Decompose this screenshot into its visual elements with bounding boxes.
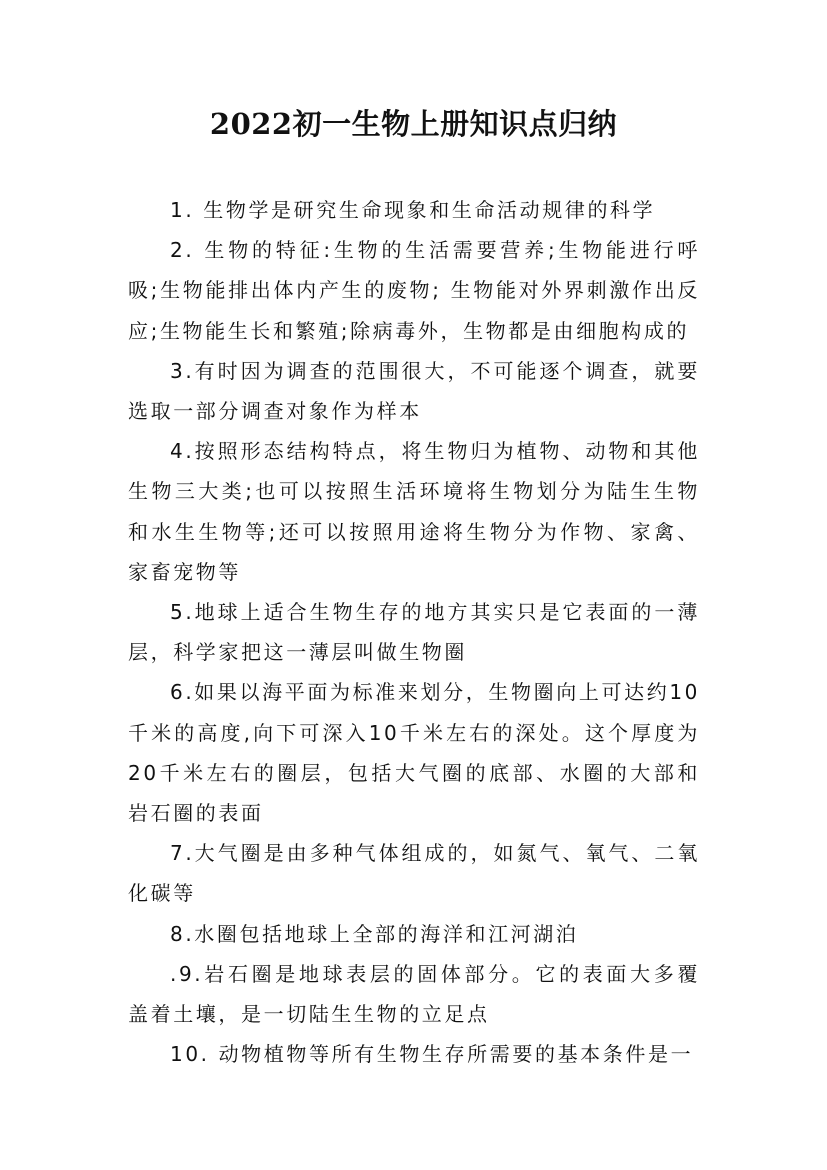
paragraph-1: 1. 生物学是研究生命现象和生命活动规律的科学	[170, 198, 656, 222]
paragraph-4: 4.按照形态结构特点，将生物归为植物、动物和其他生物三大类;也可以按照生活环境将生物划分为陆生生物和水生生物等;还可以按照用途将生物分为作物、家禽、家畜宠物等	[128, 439, 700, 584]
paragraph-3: 3.有时因为调查的范围很大，不可能逐个调查，就要选取一部分调查对象作为样本	[128, 358, 700, 424]
paragraph-6: 6.如果以海平面为标准来划分，生物圈向上可达约10千米的高度,向下可深入10千米左右的深处。这个厚度为20千米左右的圈层，包括大气圈的底部、水圈的大部和岩石圈的表面	[128, 680, 700, 826]
paragraph-5: 5.地球上适合生物生存的地方其实只是它表面的一薄层，科学家把这一薄层叫做生物圈	[128, 600, 700, 665]
paragraph-2: 2. 生物的特征:生物的生活需要营养;生物能进行呼吸;生物能排出体内产生的废物; 生物能对外界刺激作出反应;生物能生长和繁殖;除病毒外，生物都是由细胞构成的	[128, 238, 700, 343]
paragraph-8: 8.水圈包括地球上全部的海洋和江河湖泊	[170, 921, 579, 946]
document-body	[128, 190, 700, 1074]
document-title: 2022初一生物上册知识点归纳	[209, 107, 618, 141]
paragraph-9: .9.岩石圈是地球表层的固体部分。它的表面大多覆盖着土壤，是一切陆生生物的立足点	[128, 961, 700, 1027]
paragraph-7: 7.大气圈是由多种气体组成的，如氮气、氧气、二氧化碳等	[128, 841, 700, 906]
paragraph-10: 10. 动物植物等所有生物生存所需要的基本条件是一	[170, 1042, 694, 1067]
